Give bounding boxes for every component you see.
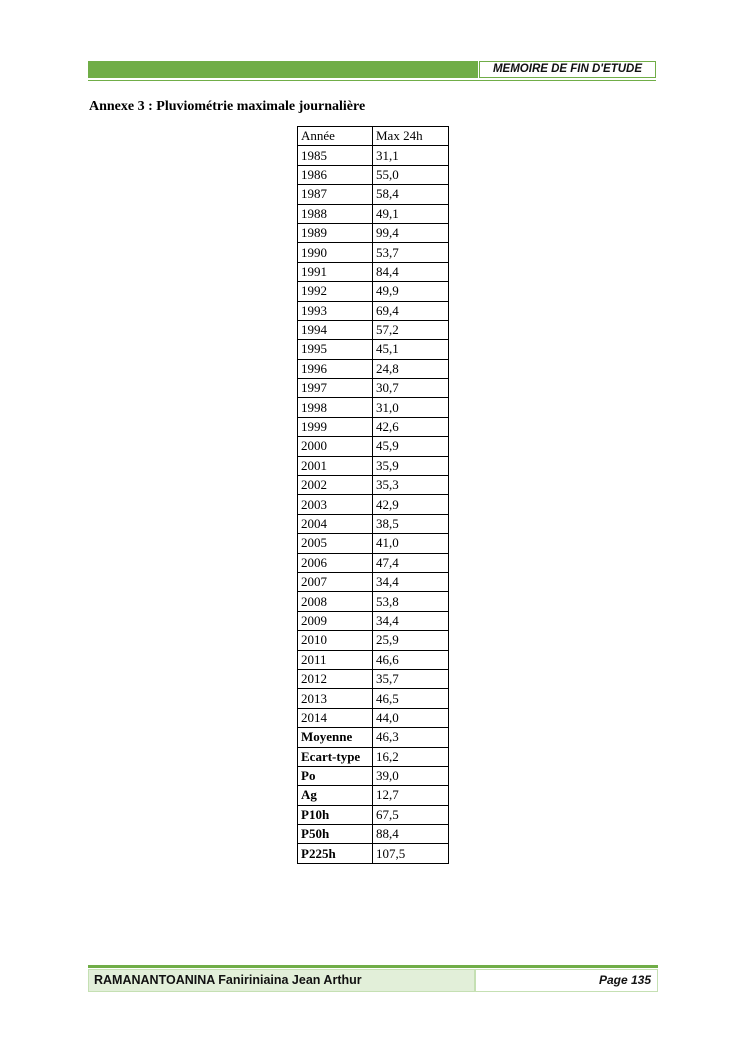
- value-cell: 46,5: [373, 689, 449, 708]
- table-row: [298, 340, 449, 359]
- stat-row: [298, 805, 449, 824]
- table-row: [298, 379, 449, 398]
- value-cell: 84,4: [373, 262, 449, 281]
- year-cell: 2014: [298, 708, 373, 727]
- table-row: [298, 146, 449, 165]
- year-cell: 1988: [298, 204, 373, 223]
- stat-label: P225h: [298, 844, 373, 863]
- year-cell: 1992: [298, 282, 373, 301]
- value-cell: 99,4: [373, 223, 449, 242]
- table-row: [298, 204, 449, 223]
- value-cell: 58,4: [373, 185, 449, 204]
- value-cell: 25,9: [373, 631, 449, 650]
- year-cell: 1986: [298, 165, 373, 184]
- table-row: [298, 514, 449, 533]
- value-cell: 57,2: [373, 320, 449, 339]
- value-cell: 24,8: [373, 359, 449, 378]
- year-cell: 1997: [298, 379, 373, 398]
- year-cell: 1999: [298, 417, 373, 436]
- table-row: [298, 262, 449, 281]
- value-cell: 42,9: [373, 495, 449, 514]
- value-cell: 107,5: [373, 844, 449, 863]
- value-cell: 30,7: [373, 379, 449, 398]
- year-cell: 2008: [298, 592, 373, 611]
- header-year: Année: [298, 127, 373, 146]
- table-row: [298, 572, 449, 591]
- year-cell: 2011: [298, 650, 373, 669]
- table-row: [298, 689, 449, 708]
- table-row: [298, 165, 449, 184]
- year-cell: 1996: [298, 359, 373, 378]
- table-row: [298, 631, 449, 650]
- stat-label: Po: [298, 766, 373, 785]
- value-cell: 31,1: [373, 146, 449, 165]
- year-cell: 2006: [298, 553, 373, 572]
- stat-row: [298, 844, 449, 863]
- annex-title: Annexe 3 : Pluviométrie maximale journalière: [89, 99, 366, 114]
- value-cell: 35,9: [373, 456, 449, 475]
- year-cell: 2013: [298, 689, 373, 708]
- year-cell: 1985: [298, 146, 373, 165]
- stat-label: Ag: [298, 786, 373, 805]
- value-cell: 53,8: [373, 592, 449, 611]
- table-row: [298, 476, 449, 495]
- value-cell: 41,0: [373, 534, 449, 553]
- year-cell: 1995: [298, 340, 373, 359]
- value-cell: 46,3: [373, 728, 449, 747]
- value-cell: 49,9: [373, 282, 449, 301]
- table-row: [298, 611, 449, 630]
- table-row: [298, 708, 449, 727]
- value-cell: 31,0: [373, 398, 449, 417]
- stat-row: [298, 825, 449, 844]
- value-cell: 45,1: [373, 340, 449, 359]
- year-cell: 2002: [298, 476, 373, 495]
- table-row: [298, 223, 449, 242]
- table-row: [298, 553, 449, 572]
- table-header-row: [298, 127, 449, 146]
- table-row: [298, 669, 449, 688]
- table-row: [298, 456, 449, 475]
- year-cell: 1993: [298, 301, 373, 320]
- value-cell: 69,4: [373, 301, 449, 320]
- year-cell: 1994: [298, 320, 373, 339]
- year-cell: 2001: [298, 456, 373, 475]
- year-cell: 2009: [298, 611, 373, 630]
- table-row: [298, 417, 449, 436]
- stat-label: Moyenne: [298, 728, 373, 747]
- footer-page-number: Page 135: [475, 969, 658, 992]
- header-green-bar: [88, 61, 478, 78]
- table-row: [298, 301, 449, 320]
- table-row: [298, 534, 449, 553]
- year-cell: 2010: [298, 631, 373, 650]
- value-cell: 34,4: [373, 572, 449, 591]
- value-cell: 12,7: [373, 786, 449, 805]
- value-cell: 55,0: [373, 165, 449, 184]
- table-row: [298, 495, 449, 514]
- value-cell: 49,1: [373, 204, 449, 223]
- table-row: [298, 185, 449, 204]
- table-row: [298, 359, 449, 378]
- table-row: [298, 592, 449, 611]
- table-row: [298, 650, 449, 669]
- value-cell: 47,4: [373, 553, 449, 572]
- value-cell: 42,6: [373, 417, 449, 436]
- year-cell: 2007: [298, 572, 373, 591]
- stat-label: Ecart-type: [298, 747, 373, 766]
- table-row: [298, 437, 449, 456]
- year-cell: 1998: [298, 398, 373, 417]
- stat-row: [298, 728, 449, 747]
- year-cell: 2012: [298, 669, 373, 688]
- table-row: [298, 320, 449, 339]
- stat-row: [298, 786, 449, 805]
- value-cell: 39,0: [373, 766, 449, 785]
- year-cell: 1987: [298, 185, 373, 204]
- table-row: [298, 398, 449, 417]
- year-cell: 2003: [298, 495, 373, 514]
- value-cell: 46,6: [373, 650, 449, 669]
- stat-row: [298, 747, 449, 766]
- footer-author: RAMANANTOANINA Faniriniaina Jean Arthur: [88, 969, 475, 992]
- value-cell: 38,5: [373, 514, 449, 533]
- table-row: [298, 282, 449, 301]
- header-title: MEMOIRE DE FIN D'ETUDE: [479, 61, 656, 78]
- value-cell: 45,9: [373, 437, 449, 456]
- header-divider: [88, 80, 656, 81]
- value-cell: 53,7: [373, 243, 449, 262]
- rainfall-table: [297, 126, 449, 864]
- year-cell: 1990: [298, 243, 373, 262]
- footer-divider: [88, 965, 658, 968]
- stat-label: P50h: [298, 825, 373, 844]
- year-cell: 1989: [298, 223, 373, 242]
- table-row: [298, 243, 449, 262]
- year-cell: 2000: [298, 437, 373, 456]
- value-cell: 88,4: [373, 825, 449, 844]
- value-cell: 44,0: [373, 708, 449, 727]
- year-cell: 1991: [298, 262, 373, 281]
- stat-row: [298, 766, 449, 785]
- year-cell: 2004: [298, 514, 373, 533]
- value-cell: 34,4: [373, 611, 449, 630]
- value-cell: 35,3: [373, 476, 449, 495]
- header-max24h: Max 24h: [373, 127, 449, 146]
- value-cell: 16,2: [373, 747, 449, 766]
- value-cell: 35,7: [373, 669, 449, 688]
- stat-label: P10h: [298, 805, 373, 824]
- value-cell: 67,5: [373, 805, 449, 824]
- year-cell: 2005: [298, 534, 373, 553]
